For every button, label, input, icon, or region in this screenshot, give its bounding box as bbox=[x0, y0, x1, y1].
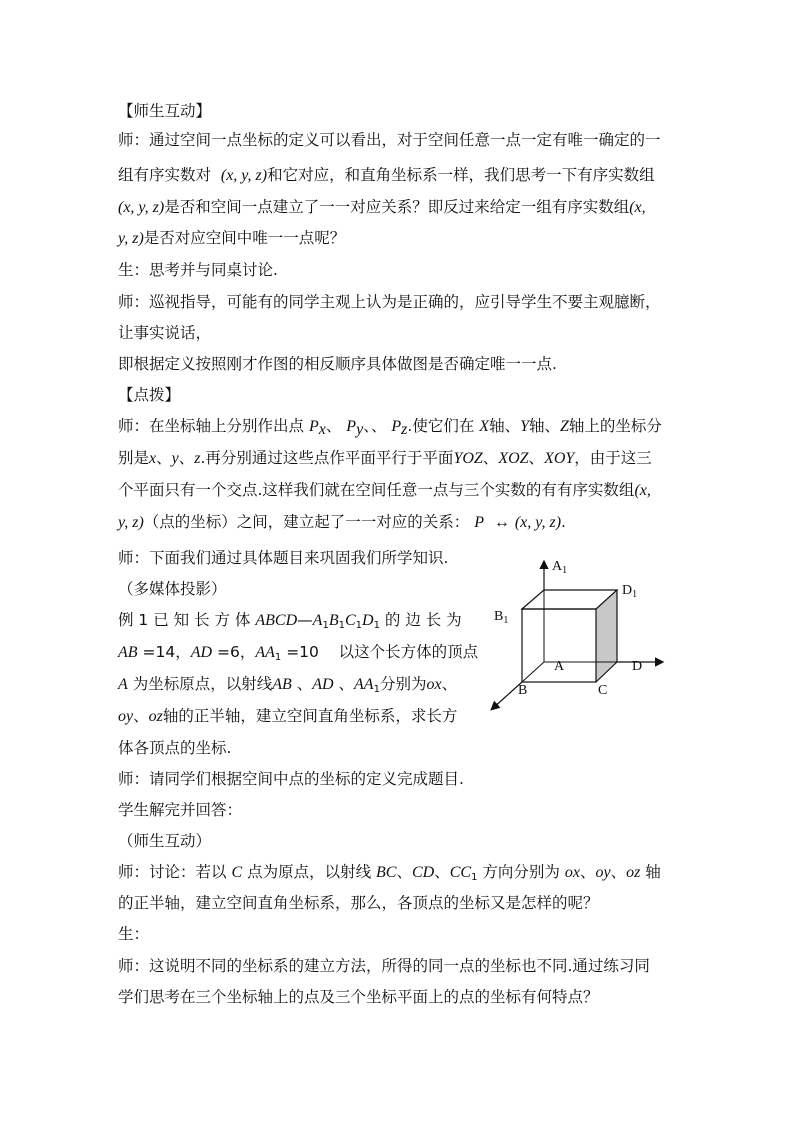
example-line: AB =14，AD =6，$AA_1 =10$ 以这个长方体的顶点 bbox=[118, 643, 479, 663]
paragraph-line: 师：这说明不同的坐标系的建立方法，所得的同一点的坐标也不同.通过练习同 bbox=[118, 957, 650, 975]
label-d: D bbox=[632, 659, 643, 674]
paragraph-line: 师：请同学们根据空间中点的坐标的定义完成题目. bbox=[118, 770, 464, 788]
paragraph-line: (x, y, z)是否和空间一点建立了一一对应关系？即反过来给定一组有序实数组(x, bbox=[118, 198, 646, 216]
paragraph-line: （多媒体投影） bbox=[118, 580, 227, 598]
paragraph-line: 学生解完并回答： bbox=[118, 801, 243, 819]
example-line: 体各顶点的坐标. bbox=[118, 739, 232, 757]
paragraph-line: 师：巡视指导，可能有的同学主观上认为是正确的，应引导学生不要主观臆断， bbox=[118, 293, 661, 311]
label-a1: $A_1$ bbox=[552, 559, 568, 576]
paragraph-line: 别是x、y、z.再分别通过这些点作平面平行于平面YOZ、XOZ、XOY，由于这三 bbox=[118, 449, 652, 467]
heading-teacher-student-interaction: 【师生互动】 bbox=[118, 102, 212, 120]
example-line: oy、oz轴的正半轴，建立空间直角坐标系，求长方 bbox=[118, 707, 458, 725]
paragraph-line: 师：通过空间一点坐标的定义可以看出，对于空间任意一点一定有唯一确定的一 bbox=[118, 131, 661, 149]
label-b1: $B_1$ bbox=[494, 609, 509, 626]
paragraph-line: 师：讨论：若以 C 点为原点，以射线 BC、CD、$CC_1$ 方向分别为 ox、oy、oz 轴 bbox=[118, 863, 661, 883]
paragraph-line: y, z)（点的坐标）之间，建立起了一一对应的关系： P ↔ (x, y, z). bbox=[118, 513, 566, 531]
paragraph-line: 的正半轴，建立空间直角坐标系，那么，各顶点的坐标又是怎样的呢？ bbox=[118, 894, 599, 912]
hidden-edge bbox=[522, 662, 544, 682]
paragraph-line: 即根据定义按照刚才作图的相反顺序具体做图是否确定唯一一点. bbox=[118, 355, 557, 373]
paragraph-line: 生： bbox=[118, 925, 150, 943]
paragraph-line: 让事实说话， bbox=[118, 324, 212, 342]
cuboid-coordinate-figure bbox=[486, 556, 666, 716]
label-a: A bbox=[554, 659, 565, 674]
paragraph-line: （师生互动） bbox=[118, 832, 212, 850]
paragraph-line: 学们思考在三个坐标轴上的点及三个坐标平面上的点的坐标有何特点？ bbox=[118, 988, 599, 1006]
label-d1: $D_1$ bbox=[622, 583, 638, 600]
paragraph-line: 组有序实数对 (x, y, z)和它对应，和直角坐标系一样，我们思考一下有序实数组 bbox=[118, 166, 655, 184]
paragraph-line: 师：在坐标轴上分别作出点 $P_x$、 $P_y$、、 $P_z$.使它们在 X轴、Y轴、Z轴上的坐标分 bbox=[118, 417, 662, 438]
student-response: 生：思考并与同桌讨论. bbox=[118, 261, 278, 279]
label-b: B bbox=[518, 683, 528, 698]
paragraph-line: y, z)是否对应空间中唯一一点呢？ bbox=[118, 229, 346, 247]
heading-key-points: 【点拨】 bbox=[118, 386, 181, 404]
example-line: A 为坐标原点，以射线AB 、AD 、$AA_1$分别为ox、 bbox=[118, 675, 458, 695]
label-c: C bbox=[598, 683, 608, 698]
example-line: 例 1 已 知 长 方 体 $ABCD—A_1B_1C_1D_1$ 的 边 长 为 bbox=[118, 611, 462, 631]
shaded-right-face bbox=[596, 590, 617, 682]
paragraph-line: 个平面只有一个交点.这样我们就在空间任意一点与三个实数的有有序实数组(x, bbox=[118, 481, 651, 499]
paragraph-line: 师：下面我们通过具体题目来巩固我们所学知识. bbox=[118, 549, 449, 567]
